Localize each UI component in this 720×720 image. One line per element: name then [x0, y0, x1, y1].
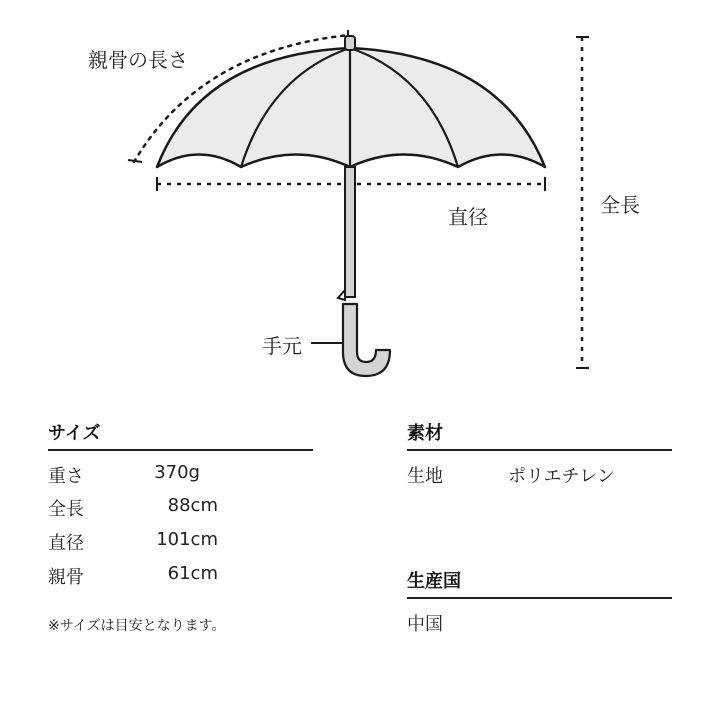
size-row-value: 370g — [154, 462, 200, 483]
origin-section-title: 生産国 — [407, 571, 461, 592]
size-row-value: 88cm — [167, 495, 218, 516]
size-row-label: 直径 — [48, 533, 84, 554]
size-row-value: 61cm — [167, 563, 218, 584]
handle-label: 手元 — [262, 334, 302, 358]
origin-section-rule — [407, 597, 672, 599]
origin-value: 中国 — [407, 614, 443, 635]
material-section-rule — [407, 449, 672, 451]
size-note: ※サイズは目安となります。 — [48, 618, 226, 634]
size-row-value: 101cm — [156, 529, 218, 550]
total-length-label: 全長 — [600, 193, 640, 217]
size-row-label: 親骨 — [48, 567, 84, 588]
material-row-value: ポリエチレン — [508, 466, 615, 487]
rib-length-end-tick — [128, 160, 142, 162]
material-row-label: 生地 — [407, 466, 443, 487]
size-section-title: サイズ — [48, 423, 101, 444]
material-section-title: 素材 — [407, 423, 443, 444]
umbrella-shaft — [345, 167, 355, 297]
size-row-label: 全長 — [48, 499, 84, 520]
rib-length-label: 親骨の長さ — [88, 48, 188, 72]
size-row-label: 重さ — [48, 466, 84, 487]
diameter-label: 直径 — [448, 205, 488, 229]
umbrella-handle-grip — [343, 304, 390, 376]
size-section-rule — [48, 449, 313, 451]
umbrella-tip — [345, 36, 355, 50]
umbrella-runner — [338, 290, 345, 300]
